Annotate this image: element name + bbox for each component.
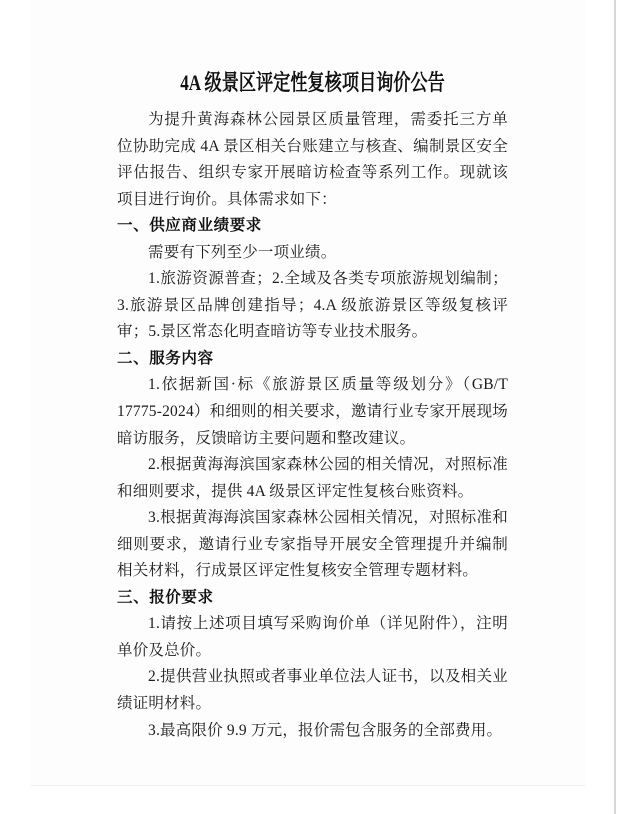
page-right-edge-line — [614, 0, 616, 814]
intro-paragraph: 为提升黄海森林公园景区质量管理，需委托三方单位协助完成 4A 景区相关台账建立与核查、编制景区安全评估报告、组织专家开展暗访检查等系列工作。现就该项目进行询价。具体需求如下： — [117, 111, 508, 208]
section-heading-service-content: 二、服务内容 — [117, 349, 214, 367]
doc-title: 4A 级景区评定性复核项目询价公告 — [180, 70, 445, 95]
paragraph: 1.旅游资源普查；2.全域及各类专项旅游规划编制；3.旅游景区品牌创建指导；4.A 级旅游景区等级复核评审；5.景区常态化明查暗访等专业技术服务。 — [117, 270, 508, 341]
paragraph: 2.提供营业执照或者事业单位法人证书，以及相关业绩证明材料。 — [117, 668, 508, 713]
paragraph: 1.请按上述项目填写采购询价单（详见附件），注明单价及总价。 — [117, 615, 508, 659]
paragraph: 3.根据黄海海滨国家森林公园相关情况，对照标准和细则要求，邀请行业专家指导开展安全管理提升并编制相关材料，行成景区评定性复核安全管理专题材料。 — [117, 509, 508, 580]
document-body — [117, 69, 508, 744]
section-heading-quotation-requirements: 三、报价要求 — [117, 588, 214, 606]
paragraph: 2.根据黄海海滨国家森林公园的相关情况，对照标准和细则要求，提供 4A 级景区评定性复核台账资料。 — [117, 456, 508, 500]
paragraph: 3.最高限价 9.9 万元，报价需包含服务的全部费用。 — [148, 721, 503, 739]
section-heading-supplier-qualifications: 一、供应商业绩要求 — [117, 217, 262, 235]
paragraph: 需要有下列至少一项业绩。 — [148, 243, 337, 261]
paragraph: 1.依据新国·标《旅游景区质量等级划分》（GB/T 17775-2024）和细则的相关要求，邀请行业专家开展现场暗访服务，反馈暗访主要问题和整改建议。 — [117, 376, 508, 447]
